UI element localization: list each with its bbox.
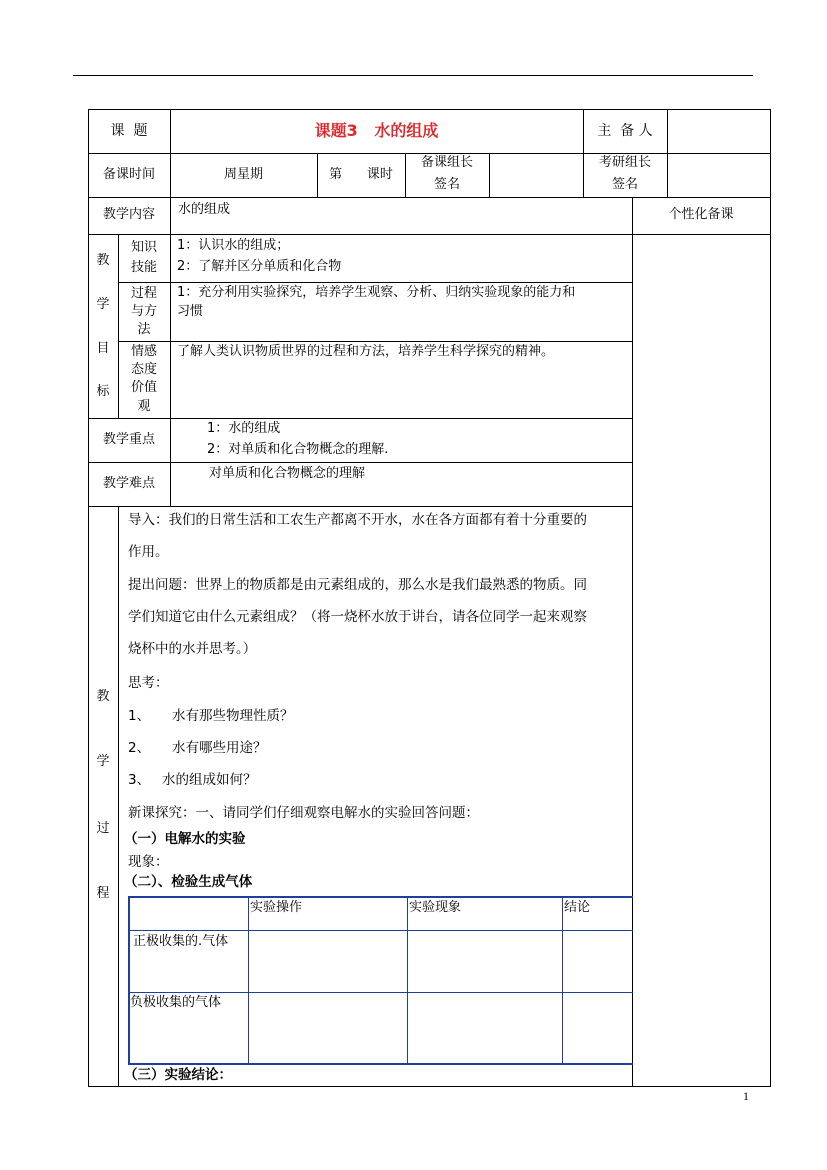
think-item-number: 1、 xyxy=(128,708,151,724)
key-point: 1：水的组成 xyxy=(207,421,281,436)
table-border xyxy=(88,1086,771,1087)
research-leader-sign-label: 签名 xyxy=(611,177,638,192)
table-border xyxy=(88,153,771,154)
table-border xyxy=(118,282,633,283)
question-text: 学们知道它由什么元素组成？（将一烧杯水放于讲台，请各位同学一起来观察 xyxy=(128,609,587,625)
process-method-label: 与方 xyxy=(130,304,157,319)
think-item-text: 水的组成如何？ xyxy=(162,772,257,788)
intro-text: 作用。 xyxy=(128,544,169,560)
process-method-label: 过程 xyxy=(130,286,157,301)
process-method-label: 法 xyxy=(137,322,151,337)
table-border xyxy=(170,418,171,507)
table-border xyxy=(489,153,490,197)
table-border xyxy=(118,506,119,1087)
think-item-number: 3、 xyxy=(128,772,151,788)
knowledge-label: 知识 xyxy=(130,240,157,255)
group-leader-sign-label: 签名 xyxy=(433,177,460,192)
table-border xyxy=(88,109,771,110)
experiment-table-border xyxy=(407,896,408,1065)
emotion-label: 观 xyxy=(137,399,151,414)
goals-side-char: 标 xyxy=(96,384,110,399)
section-heading: （三）实验结论： xyxy=(124,1067,232,1083)
content-value: 水的组成 xyxy=(178,202,231,217)
topic-title: 课题3 水的组成 xyxy=(314,121,439,140)
header-rule xyxy=(73,75,753,76)
page-number: 1 xyxy=(743,1089,749,1103)
table-border xyxy=(88,234,771,235)
emotion-label: 态度 xyxy=(130,362,157,377)
think-item-text: 水有那些物理性质？ xyxy=(172,708,294,724)
table-border xyxy=(118,341,633,342)
period-label: 第 课时 xyxy=(329,167,393,182)
explore-text: 新课探究：一、请同学们仔细观察电解水的实验回答问题： xyxy=(128,805,479,821)
table-border xyxy=(667,109,668,197)
prep-time-label: 备课时间 xyxy=(102,167,155,182)
section-heading: （二）、检验生成气体 xyxy=(124,874,253,890)
content-label: 教学内容 xyxy=(102,207,155,222)
experiment-table-header: 实验操作 xyxy=(250,900,303,915)
experiment-table-border xyxy=(128,930,633,931)
group-leader-label: 备课组长 xyxy=(420,155,473,170)
table-border xyxy=(632,197,633,1087)
emotion-label: 价值 xyxy=(130,380,157,395)
goals-side-char: 目 xyxy=(96,341,110,356)
question-text: 提出问题：世界上的物质都是由元素组成的，那么水是我们最熟悉的物质。同 xyxy=(128,577,587,593)
table-border xyxy=(88,197,771,198)
table-border xyxy=(170,234,171,419)
experiment-table-border xyxy=(128,896,130,1065)
topic-label: 课 题 xyxy=(110,123,148,139)
preparer-label: 主 备 人 xyxy=(597,123,653,139)
experiment-table-border xyxy=(128,1063,633,1065)
process-method-goal: 1：充分利用实验探究，培养学生观察、分析、归纳实验现象的能力和 xyxy=(177,285,576,300)
emotion-goal: 了解人类认识物质世界的过程和方法，培养学生科学探究的精神。 xyxy=(177,344,555,359)
question-text: 烧杯中的水并思考。） xyxy=(128,641,257,657)
key-point: 2：对单质和化合物概念的理解. xyxy=(207,442,389,457)
section-heading: （一）电解水的实验 xyxy=(124,831,246,847)
think-item-text: 水有哪些用途？ xyxy=(172,740,267,756)
knowledge-goal: 2：了解并区分单质和化合物 xyxy=(177,259,342,274)
key-points-label: 教学重点 xyxy=(102,432,155,447)
experiment-table-row-label: 正极收集的.气体 xyxy=(133,934,229,949)
experiment-table-border xyxy=(562,896,563,1065)
personal-prep-label: 个性化备课 xyxy=(668,207,734,222)
experiment-table-row-label: 负极收集的气体 xyxy=(130,995,222,1010)
knowledge-goal: 1：认识水的组成； xyxy=(177,238,290,253)
research-leader-label: 考研组长 xyxy=(598,155,651,170)
process-side-char: 过 xyxy=(96,821,110,836)
think-label: 思考： xyxy=(128,675,169,691)
process-method-goal: 习惯 xyxy=(177,304,204,319)
knowledge-label: 技能 xyxy=(130,260,157,275)
goals-side-char: 教 xyxy=(96,253,110,268)
experiment-table-border xyxy=(128,896,633,898)
emotion-label: 情感 xyxy=(130,344,157,359)
goals-side-char: 学 xyxy=(96,297,110,312)
week-label: 周星期 xyxy=(223,167,263,182)
process-side-char: 程 xyxy=(96,886,110,901)
experiment-table-border xyxy=(128,992,633,993)
experiment-table-header: 结论 xyxy=(564,900,591,915)
difficulty: 对单质和化合物概念的理解 xyxy=(209,466,366,481)
think-item-number: 2、 xyxy=(128,740,151,756)
difficulties-label: 教学难点 xyxy=(102,476,155,491)
table-border xyxy=(770,109,771,1087)
intro-text: 导入：我们的日常生活和工农生产都离不开水，水在各方面都有着十分重要的 xyxy=(128,512,587,528)
process-side-char: 教 xyxy=(96,689,110,704)
experiment-table-border xyxy=(248,896,249,1065)
experiment-table-header: 实验现象 xyxy=(409,900,462,915)
process-side-char: 学 xyxy=(96,754,110,769)
phenomenon-label: 现象： xyxy=(128,854,169,870)
